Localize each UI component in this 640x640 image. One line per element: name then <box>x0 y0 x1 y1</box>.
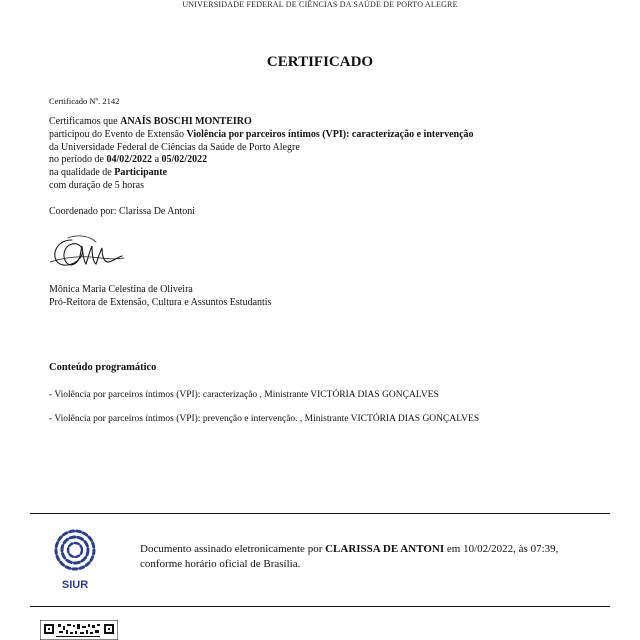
certificate-body <box>49 116 474 193</box>
date-start: 04/02/2022 <box>106 154 153 166</box>
date-end: 05/02/2022 <box>161 154 208 166</box>
body-line-university: da Universidade Federal de Ciências da Saúde de Porto Alegre <box>49 141 300 153</box>
top-divider <box>30 513 610 514</box>
page-title: CERTIFICADO <box>266 54 374 70</box>
coordinator: Coordenado por: Clarissa De Antoni <box>49 206 196 217</box>
program-item: - Violência por parceiros íntimos (VPI): caracterização , Ministrante VICTÓRIA DIAS GONÇALVES <box>49 390 439 400</box>
siur-emblem <box>50 528 100 572</box>
institution-header: UNIVERSIDADE FEDERAL DE CIÊNCIAS DA SAÚDE DE PORTO ALEGRE <box>182 0 458 9</box>
body-line-duration: com duração de 5 horas <box>49 179 144 191</box>
siur-logo-label: SIUR <box>61 579 89 591</box>
certificate-number: Certificado Nº. 2142 <box>49 96 120 106</box>
program-item: - Violência por parceiros íntimos (VPI): prevenção e intervenção. , Ministrante VICTÓRIA DIAS GONÇALVES <box>49 414 480 424</box>
signer-block <box>49 283 271 309</box>
siur-logo-icon <box>50 528 100 591</box>
body-line-role: na qualidade de Participante <box>49 167 168 179</box>
body-line-event: participou do Evento de Extensão Violência por parceiros íntimos (VPI): caracterização e intervenção <box>49 128 474 140</box>
bottom-divider <box>30 606 610 607</box>
body-line-period: no período de 04/02/2022 a 05/02/2022 <box>49 154 208 166</box>
signer-position: Pró-Reitora de Extensão, Cultura e Assuntos Estudantis <box>49 297 272 308</box>
electronic-signer: CLARISSA DE ANTONI <box>325 543 445 555</box>
program-section-title: Conteúdo programático <box>49 362 157 373</box>
signer-name: Mônica Maria Celestina de Oliveira <box>49 284 193 295</box>
participant-name: ANAÍS BOSCHI MONTEIRO <box>120 116 252 127</box>
participant-role: Participante <box>114 167 168 179</box>
handwritten-signature-icon <box>50 232 125 274</box>
qr-code-icon[interactable] <box>40 620 118 640</box>
event-name: Violência por parceiros íntimos (VPI): caracterização e intervenção <box>186 128 474 140</box>
electronic-signature-notice: Documento assinado eletronicamente por CLARISSA DE ANTONI em 10/02/2022, às 07:39, conforme horário oficial de Brasília. <box>140 543 559 570</box>
body-line-participant: Certificamos que ANAÍS BOSCHI MONTEIRO <box>49 116 252 127</box>
